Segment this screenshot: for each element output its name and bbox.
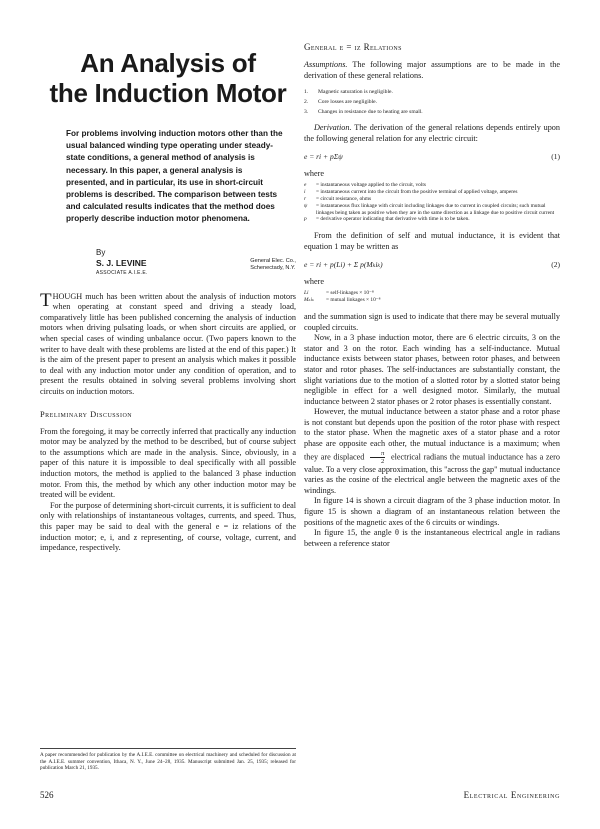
title-line-2: the Induction Motor bbox=[49, 78, 287, 108]
definition: i = instantaneous current into the circuit from the positive terminal of applied voltage, amperes bbox=[304, 189, 518, 196]
paragraph: and the summation sign is used to indicate that there may be several mutually coupled circuits. bbox=[304, 311, 560, 332]
author-association: ASSOCIATE A.I.E.E. bbox=[96, 269, 148, 276]
drop-cap: T bbox=[40, 289, 52, 311]
footnote: A paper recommended for publication by the A.I.E.E. committee on electrical machinery and scheduled for discussion at the A.I.E.E. summer convention, Ithaca, N. Y., June 24–28, 1935. Manuscript submitted Jan. 25, 1935; released for publication March 21, 1935. bbox=[40, 748, 296, 772]
section-heading-general: General e = iz Relations bbox=[304, 42, 402, 52]
list-item: 2. Core losses are negligible. bbox=[304, 99, 378, 106]
definitions-list bbox=[304, 182, 560, 223]
derivation-paragraph: Derivation. The derivation of the general relations depends entirely upon the following general relation for any electric circuit: bbox=[304, 123, 560, 143]
paragraph: Now, in a 3 phase induction motor, there are 6 electric circuits, 3 on the stator and 3 on the rotor. Each winding has a self-inductance. Mutual inductance exists between stator phases, between rotor phases, and between stator and rotor phases. The self-inductances are substantially constant, the slight variations due to the motion of a slotted rotor by a slotted stator being negligible in effect for a well designed motor. Similarly, the mutual inductance between 2 stator phases or 2 rotor phases is essentially constant. bbox=[304, 333, 560, 406]
page-number: 526 bbox=[40, 790, 54, 800]
where-label: where bbox=[304, 277, 325, 287]
assumptions-label: Assumptions. bbox=[304, 60, 348, 69]
journal-name: Electrical Engineering bbox=[463, 790, 560, 800]
right-column bbox=[304, 42, 560, 549]
list-item: 1. Magnetic saturation is negligible. bbox=[304, 89, 393, 96]
author-affiliation: General Elec. Co., Schenectady, N.Y. bbox=[250, 257, 296, 271]
intro-text: HOUGH much has been written about the analysis of induction motors when operating at constant speed and driving a steady load, comparatively little has been published concerning the analysis of induction motors when driving pulsating loads, or when short circuits are applied, or when special cases of winding unbalance occur. (Two papers known to the writer to have dealt with these problems are listed at the end of this paper.) It is the aim of the present paper to present an analysis which makes it possible to deal with any induction motor under any condition of operation, and to present the results obtained in solving several problems involving short circuits on induction motors. bbox=[40, 291, 296, 396]
definition: e = instantaneous voltage applied to the circuit, volts bbox=[304, 182, 426, 189]
left-column bbox=[40, 40, 296, 554]
derivation-label: Derivation. bbox=[314, 123, 352, 133]
section-heading-preliminary: Preliminary Discussion bbox=[40, 409, 133, 419]
paper-title bbox=[40, 48, 296, 108]
author-name: S. J. LEVINE bbox=[96, 257, 147, 268]
assumptions-paragraph: Assumptions. The following major assumptions are to be made in the derivation of these general relations. bbox=[304, 60, 560, 80]
paragraph: From the definition of self and mutual inductance, it is evident that equation 1 may be written as bbox=[304, 231, 560, 251]
definition: p = derivative operator indicating that derivative with time is to be taken. bbox=[304, 216, 470, 223]
equation-2: e = ri + p(Li) + Σ p(Mₖiₖ) (2) bbox=[304, 260, 560, 270]
paragraph: In figure 15, the angle θ is the instantaneous electrical angle in radians between a reference stator bbox=[304, 528, 560, 548]
where-label: where bbox=[304, 169, 325, 179]
definition: Mₖiₖ = mutual linkages × 10⁻⁸ bbox=[304, 297, 381, 304]
list-item: 3. Changes in resistance due to heating are small. bbox=[304, 109, 423, 116]
paragraph: From the foregoing, it may be correctly inferred that practically any induction motor may be analyzed by the method to be described, but of course subject to the assumptions which are made in the analysis. Since, obviously, in a paper of this nature it is impossible to deal specifically with all possible induction motors, the method is applied to the balanced 3 phase induction motor. From this, the method by which any other induction motor may be treated will be evident. bbox=[40, 426, 296, 500]
equation-1: e = ri + pΣψ (1) bbox=[304, 152, 560, 162]
definition: Li = self-linkages × 10⁻⁸ bbox=[304, 290, 374, 297]
definition: ψ = instantaneous flux linkage with circuit including linkages due to current in coupled circuits; such mutual linkages being taken as positive when they are in the same direction as a linkage due to positive circuit current bbox=[304, 202, 555, 216]
title-line-1: An Analysis of bbox=[80, 48, 256, 78]
byline bbox=[96, 248, 296, 278]
definitions-list bbox=[304, 290, 560, 304]
paragraph: For the purpose of determining short-circuit currents, it is sufficient to deal only with relationships of instantaneous voltages, currents, and speed. Thus, this paper may be said to deal with the general e = iz relations of the induction motor; e, i, and z representing, of course, voltage, current, and impedance, respectively. bbox=[40, 500, 296, 553]
paragraph: However, the mutual inductance between a stator phase and a rotor phase is not constant but depends upon the position of the rotor phase with respect to the stator phase. When the magnetic axes of a stator phase and a rotor phase are opposite each other, the mutual inductance is a maximum; when they are displaced $\frac{\pi}{2}$ electrical radians the mutual inductance has a zero value. To a very close approximation, this "across the gap" mutual inductance varies as the cosine of the electrical angle between the magnetic axes of the windings. bbox=[304, 407, 560, 495]
fraction: $\frac{\pi}{2}$ bbox=[370, 450, 385, 465]
abstract: For problems involving induction motors other than the usual balanced winding type operating under steady-state conditions, a general method of analysis is necessary. In this paper, a general analysis is presented, and in particular, its use in short-circuit problems is described. The comparison between tests and calculated results indicates that the method does properly describe induction motor phenomena. bbox=[66, 129, 283, 224]
by-label: By bbox=[96, 247, 106, 257]
definition: r = circuit resistance, ohms bbox=[304, 195, 372, 202]
intro-paragraph bbox=[40, 289, 296, 398]
paragraph: In figure 14 is shown a circuit diagram of the 3 phase induction motor. In figure 15 is shown a diagram of an instantaneous relation between the positions of the magnetic axes of the 6 circuits or windings. bbox=[304, 496, 560, 527]
assumptions-list bbox=[304, 87, 560, 117]
